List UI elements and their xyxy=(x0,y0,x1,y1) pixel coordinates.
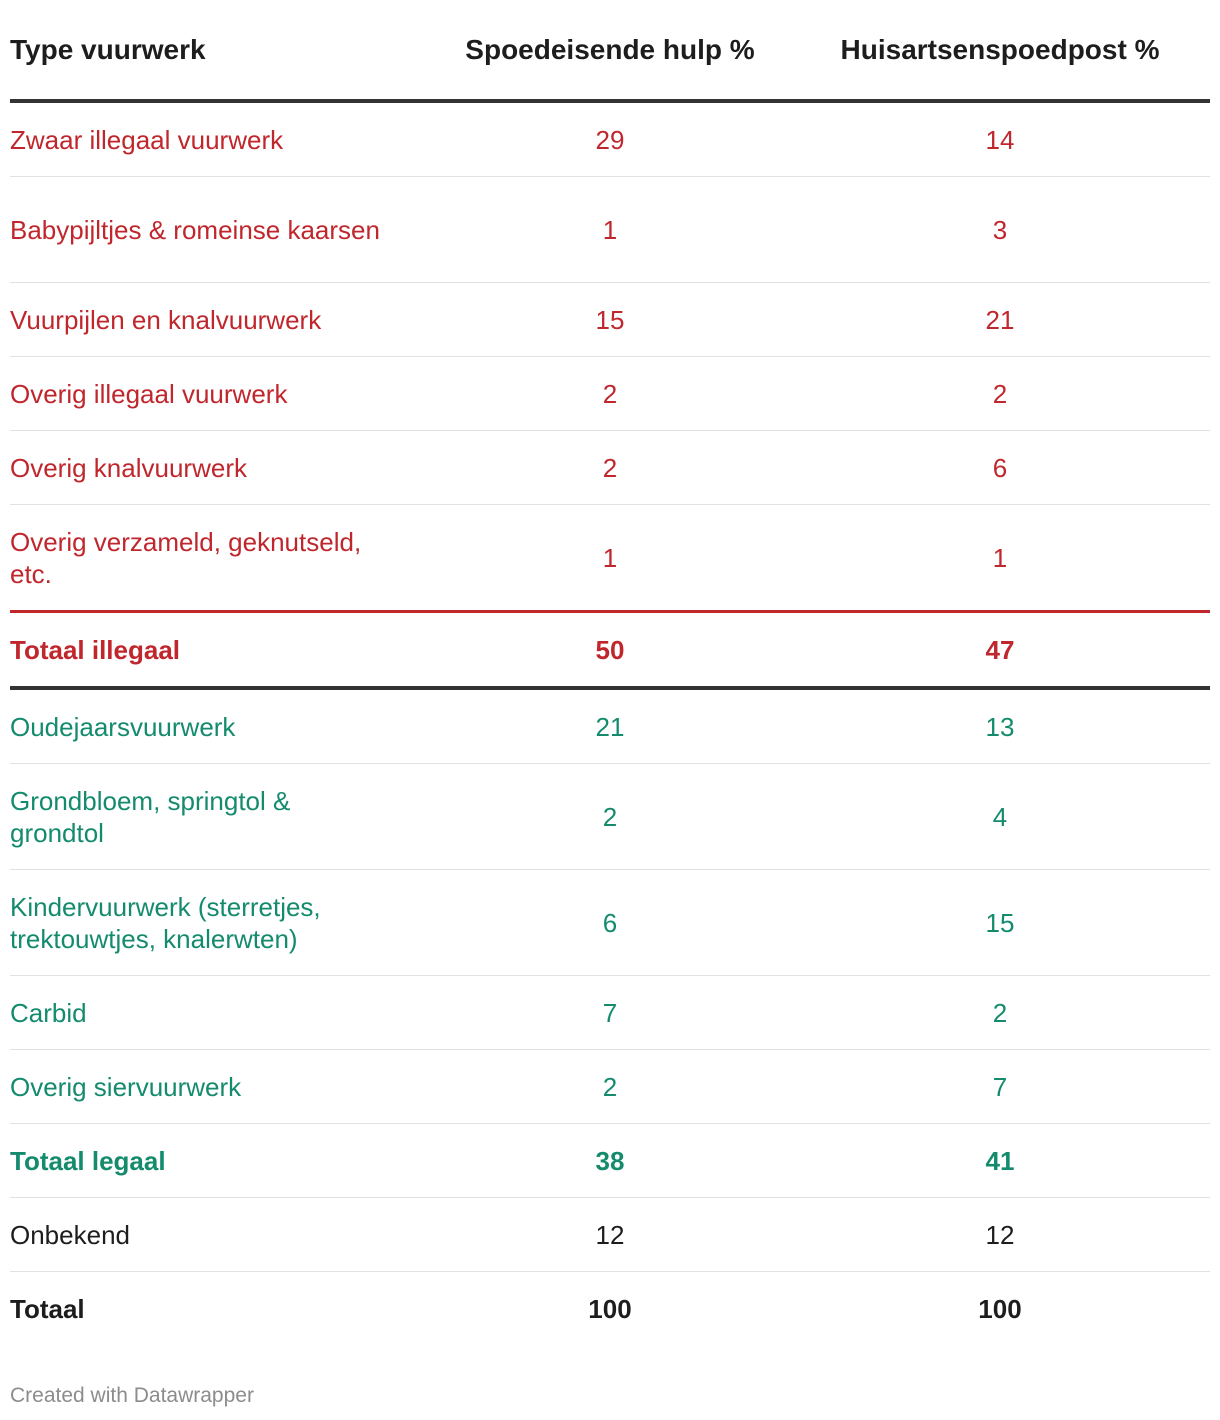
hap-value: 3 xyxy=(790,177,1210,283)
seh-value: 2 xyxy=(430,764,790,870)
seh-value: 15 xyxy=(430,283,790,357)
table-row xyxy=(10,431,1210,505)
table-row xyxy=(10,505,1210,612)
seh-value: 2 xyxy=(430,357,790,431)
seh-value: 6 xyxy=(430,870,790,976)
table-row xyxy=(10,357,1210,431)
hap-value: 21 xyxy=(790,283,1210,357)
table-row xyxy=(10,177,1210,283)
seh-value: 1 xyxy=(430,177,790,283)
seh-value: 38 xyxy=(430,1124,790,1198)
total-illegal-row xyxy=(10,612,1210,689)
table-row xyxy=(10,976,1210,1050)
seh-value: 7 xyxy=(430,976,790,1050)
row-label: Totaal legaal xyxy=(10,1124,430,1198)
row-label: Carbid xyxy=(10,976,430,1050)
hap-value: 13 xyxy=(790,688,1210,764)
column-header-type[interactable]: Type vuurwerk xyxy=(10,0,430,101)
hap-value: 2 xyxy=(790,976,1210,1050)
total-legal-row xyxy=(10,1124,1210,1198)
table-header-row xyxy=(10,0,1210,101)
hap-value: 41 xyxy=(790,1124,1210,1198)
seh-value: 2 xyxy=(430,431,790,505)
hap-value: 100 xyxy=(978,1293,1022,1324)
table-row xyxy=(10,1198,1210,1272)
seh-value: 100 xyxy=(588,1293,632,1324)
seh-value: 29 xyxy=(430,101,790,177)
fireworks-table xyxy=(10,0,1210,1345)
column-header-hap[interactable]: Huisartsenspoedpost % xyxy=(790,0,1210,101)
datawrapper-credit[interactable]: Created with Datawrapper xyxy=(10,1384,254,1407)
table-row xyxy=(10,688,1210,764)
row-label: Oudejaarsvuurwerk xyxy=(10,688,430,764)
table-row xyxy=(10,283,1210,357)
hap-value: 4 xyxy=(790,764,1210,870)
column-header-seh[interactable]: Spoedeisende hulp % xyxy=(430,0,790,101)
hap-value: 7 xyxy=(790,1050,1210,1124)
seh-value: 12 xyxy=(430,1198,790,1272)
hap-value: 47 xyxy=(790,612,1210,689)
row-label: Overig illegaal vuurwerk xyxy=(10,357,430,431)
hap-value: 14 xyxy=(790,101,1210,177)
seh-value: 2 xyxy=(430,1050,790,1124)
seh-value: 21 xyxy=(430,688,790,764)
table-container xyxy=(10,0,1210,1345)
hap-value: 6 xyxy=(790,431,1210,505)
hap-value: 15 xyxy=(790,870,1210,976)
seh-value: 50 xyxy=(430,612,790,689)
row-label: Overig knalvuurwerk xyxy=(10,431,430,505)
hap-value: 12 xyxy=(790,1198,1210,1272)
row-label: Grondbloem, springtol & grondtol xyxy=(10,764,430,870)
table-row xyxy=(10,870,1210,976)
table-row xyxy=(10,764,1210,870)
row-label: Vuurpijlen en knalvuurwerk xyxy=(10,283,430,357)
row-label: Overig siervuurwerk xyxy=(10,1050,430,1124)
row-label: Babypijltjes & romeinse kaarsen xyxy=(10,177,430,283)
row-label: Kindervuurwerk (sterretjes, trektouwtjes, knalerwten) xyxy=(10,870,430,976)
hap-value: 2 xyxy=(790,357,1210,431)
table-row xyxy=(10,1050,1210,1124)
row-label: Zwaar illegaal vuurwerk xyxy=(10,101,430,177)
table-row xyxy=(10,101,1210,177)
row-label: Totaal xyxy=(10,1293,85,1324)
total-row xyxy=(10,1272,1210,1346)
row-label: Onbekend xyxy=(10,1198,430,1272)
seh-value: 1 xyxy=(430,505,790,612)
row-label: Totaal illegaal xyxy=(10,612,430,689)
row-label: Overig verzameld, geknutseld, etc. xyxy=(10,505,430,612)
hap-value: 1 xyxy=(790,505,1210,612)
